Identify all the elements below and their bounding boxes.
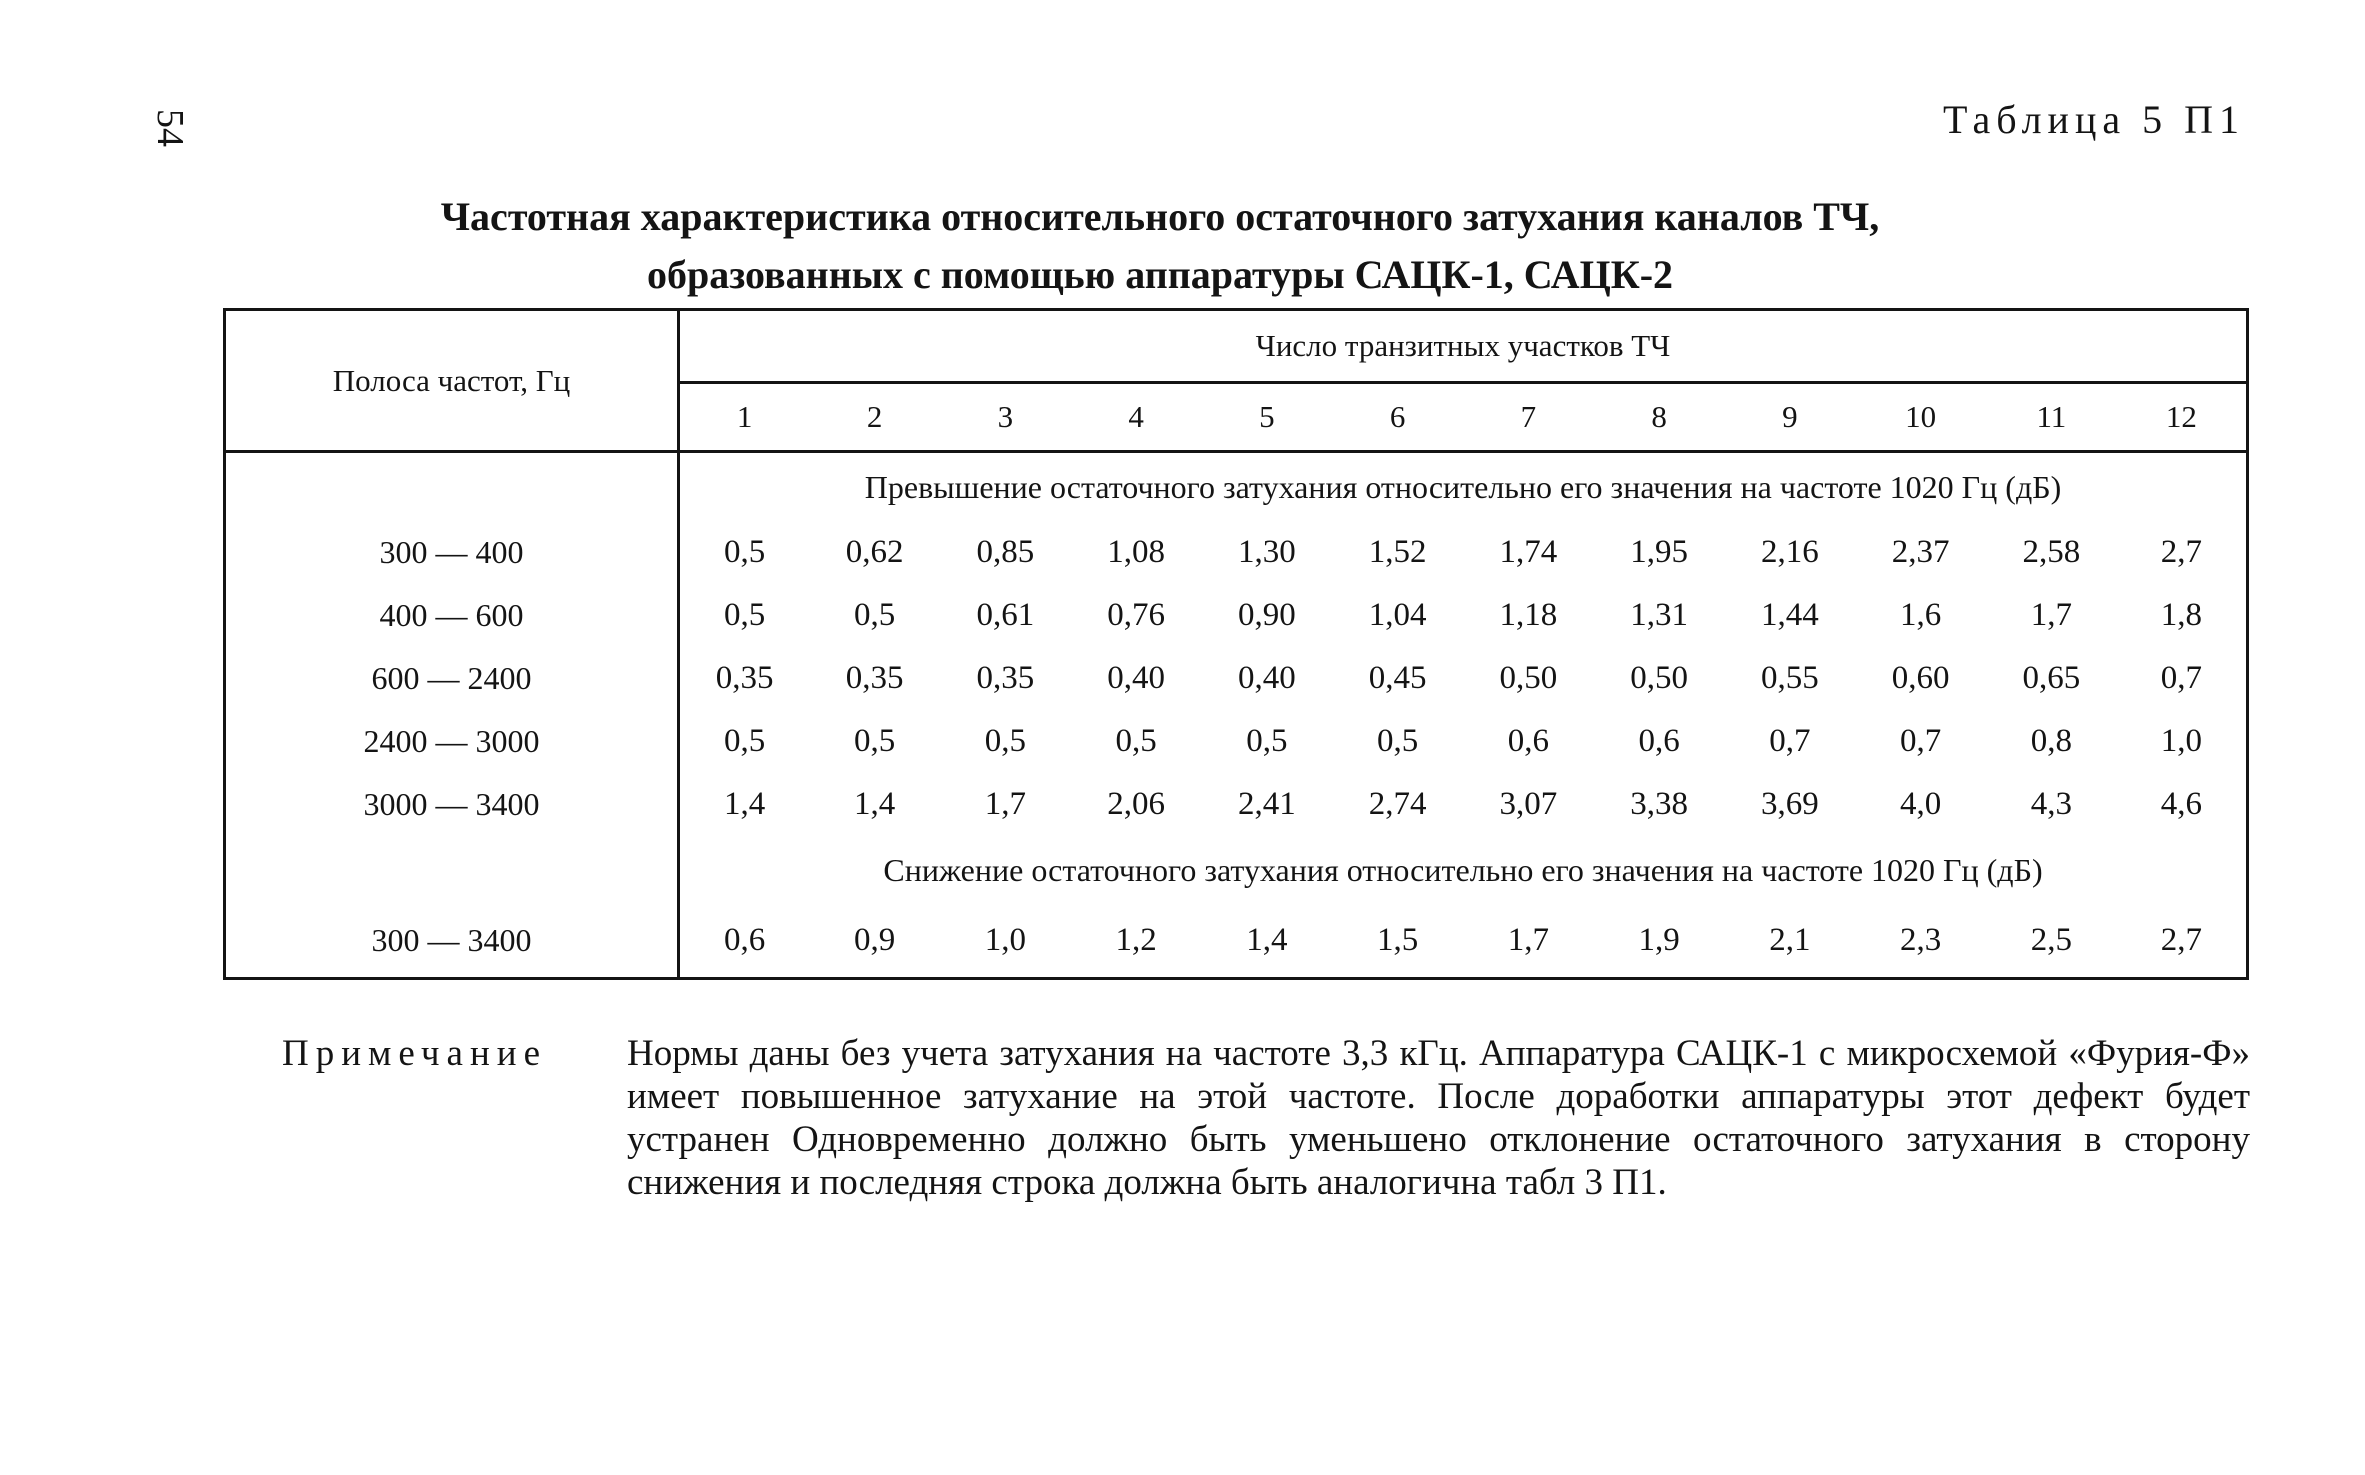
section-increase-title: Превышение остаточного затухания относительно его значения на частоте 1020 Гц (дБ) (679, 452, 2248, 522)
value-cell: 1,08 (1107, 534, 1165, 570)
value-cell: 2,3 (1855, 904, 1986, 979)
column-number-11: 11 (1986, 383, 2117, 452)
value-cell: 3,07 (1499, 786, 1558, 822)
value-cell: 1,18 (1499, 597, 1558, 633)
value-cell: 1,4 (854, 786, 896, 822)
column-number-5: 5 (1202, 383, 1333, 452)
value-cell: 1,5 (1332, 904, 1463, 979)
table-title (300, 188, 2020, 304)
value-cell: 2,06 (1107, 786, 1165, 822)
value-cell: 0,40 (1238, 660, 1296, 696)
header-row-1 (225, 310, 2248, 383)
value-cell: 1,4 (1202, 904, 1333, 979)
value-cell: 0,60 (1891, 660, 1950, 696)
value-cell: 0,9 (809, 904, 940, 979)
frequency-band-cell: 600 — 2400 (225, 647, 679, 710)
value-cell: 3,38 (1630, 786, 1688, 822)
empty-band-cell (225, 452, 679, 522)
value-cell: 0,76 (1107, 597, 1165, 633)
value-cell: 2,16 (1761, 534, 1819, 570)
value-cell: 0,6 (679, 904, 810, 979)
value-cell: 0,90 (1238, 597, 1296, 633)
value-cell: 1,6 (1900, 597, 1942, 633)
value-cell: 1,31 (1630, 597, 1688, 633)
value-cell: 2,5 (1986, 904, 2117, 979)
column-number-6: 6 (1332, 383, 1463, 452)
value-cell: 0,7 (2117, 647, 2248, 710)
column-number-3: 3 (940, 383, 1071, 452)
value-cell: 1,0 (2117, 710, 2248, 773)
column-number-9: 9 (1725, 383, 1856, 452)
value-cell: 1,7 (2030, 597, 2072, 633)
value-cell: 0,6 (1507, 723, 1549, 759)
table-label: Таблица 5 П1 (1943, 97, 2245, 142)
section-increase-title-row (225, 452, 2248, 522)
value-cell: 2,7 (2117, 904, 2248, 979)
value-cell: 0,7 (1900, 723, 1942, 759)
value-cell: 0,5 (1377, 723, 1419, 759)
value-cell: 2,41 (1238, 786, 1296, 822)
value-cell: 0,45 (1368, 660, 1427, 696)
table-row (225, 773, 2248, 836)
value-cell: 1,74 (1499, 534, 1558, 570)
title-line-1: Частотная характеристика относительного остаточного затухания каналов ТЧ, (440, 194, 1880, 239)
frequency-band-cell: 3000 — 3400 (225, 773, 679, 836)
value-cell: 0,62 (845, 534, 904, 570)
value-cell: 0,5 (724, 597, 766, 633)
value-cell: 0,5 (1115, 723, 1157, 759)
title-line-2: образованных с помощью аппаратуры САЦК-1, САЦК-2 (646, 252, 1674, 297)
value-cell: 1,30 (1238, 534, 1296, 570)
value-cell: 2,58 (2022, 534, 2081, 570)
value-cell: 1,95 (1630, 534, 1688, 570)
value-cell: 2,37 (1891, 534, 1950, 570)
value-cell: 1,7 (1463, 904, 1594, 979)
value-cell: 0,35 (845, 660, 904, 696)
column-number-1: 1 (679, 383, 810, 452)
value-cell: 1,2 (1071, 904, 1202, 979)
value-cell: 4,0 (1900, 786, 1942, 822)
value-cell: 3,69 (1761, 786, 1819, 822)
value-cell: 0,40 (1107, 660, 1165, 696)
value-cell: 0,5 (1246, 723, 1288, 759)
section-decrease-title-row (225, 836, 2248, 904)
value-cell: 1,4 (724, 786, 766, 822)
value-cell: 0,5 (854, 723, 896, 759)
value-cell: 0,8 (2030, 723, 2072, 759)
table-row (225, 904, 2248, 979)
value-cell: 0,50 (1630, 660, 1688, 696)
column-number-4: 4 (1071, 383, 1202, 452)
column-number-7: 7 (1463, 383, 1594, 452)
frequency-band-cell: 2400 — 3000 (225, 710, 679, 773)
column-number-2: 2 (809, 383, 940, 452)
table-row (225, 584, 2248, 647)
value-cell: 0,61 (976, 597, 1035, 633)
value-cell: 1,04 (1368, 597, 1427, 633)
value-cell: 1,52 (1368, 534, 1427, 570)
value-cell: 4,3 (2030, 786, 2072, 822)
value-cell: 0,85 (976, 534, 1035, 570)
value-cell: 0,55 (1761, 660, 1819, 696)
page-number: 54 (149, 109, 191, 147)
value-cell: 2,1 (1725, 904, 1856, 979)
attenuation-table (223, 308, 2249, 980)
value-cell: 4,6 (2117, 773, 2248, 836)
column-number-10: 10 (1855, 383, 1986, 452)
table-row (225, 647, 2248, 710)
value-cell: 2,7 (2117, 521, 2248, 584)
empty-band-cell (225, 836, 679, 904)
table-row (225, 521, 2248, 584)
value-cell: 1,9 (1594, 904, 1725, 979)
value-cell: 0,6 (1638, 723, 1680, 759)
column-number-8: 8 (1594, 383, 1725, 452)
value-cell: 0,50 (1499, 660, 1558, 696)
frequency-band-cell: 400 — 600 (225, 584, 679, 647)
value-cell: 0,65 (2022, 660, 2081, 696)
column-number-12: 12 (2117, 383, 2248, 452)
table-row (225, 710, 2248, 773)
frequency-band-cell: 300 — 400 (225, 521, 679, 584)
transit-sections-header: Число транзитных участков ТЧ (679, 310, 2248, 383)
value-cell: 0,5 (984, 723, 1026, 759)
value-cell: 1,7 (984, 786, 1026, 822)
value-cell: 1,8 (2117, 584, 2248, 647)
value-cell: 0,5 (724, 723, 766, 759)
value-cell: 0,35 (715, 660, 774, 696)
value-cell: 1,44 (1761, 597, 1819, 633)
value-cell: 0,7 (1769, 723, 1811, 759)
note-text: Нормы даны без учета затухания на частоте 3,3 кГц. Аппаратура САЦК-1 с микросхемой «Фурия-Ф» имеет повышенное затухание на этой частоте. После доработки аппаратуры этот дефект будет устранен Одновременно должно быть уменьшено отклонение остаточного затухания в сторону снижения и последняя строка должна быть аналогична табл 3 П1. (627, 1033, 2250, 1203)
section-decrease-title: Снижение остаточного затухания относительно его значения на частоте 1020 Гц (дБ) (679, 836, 2248, 904)
value-cell: 1,0 (940, 904, 1071, 979)
value-cell: 0,35 (976, 660, 1035, 696)
frequency-band-cell: 300 — 3400 (225, 904, 679, 979)
value-cell: 0,5 (854, 597, 896, 633)
value-cell: 0,5 (724, 534, 766, 570)
value-cell: 2,74 (1368, 786, 1427, 822)
note-label: Примечание (282, 1033, 547, 1074)
band-column-header: Полоса частот, Гц (225, 310, 679, 452)
